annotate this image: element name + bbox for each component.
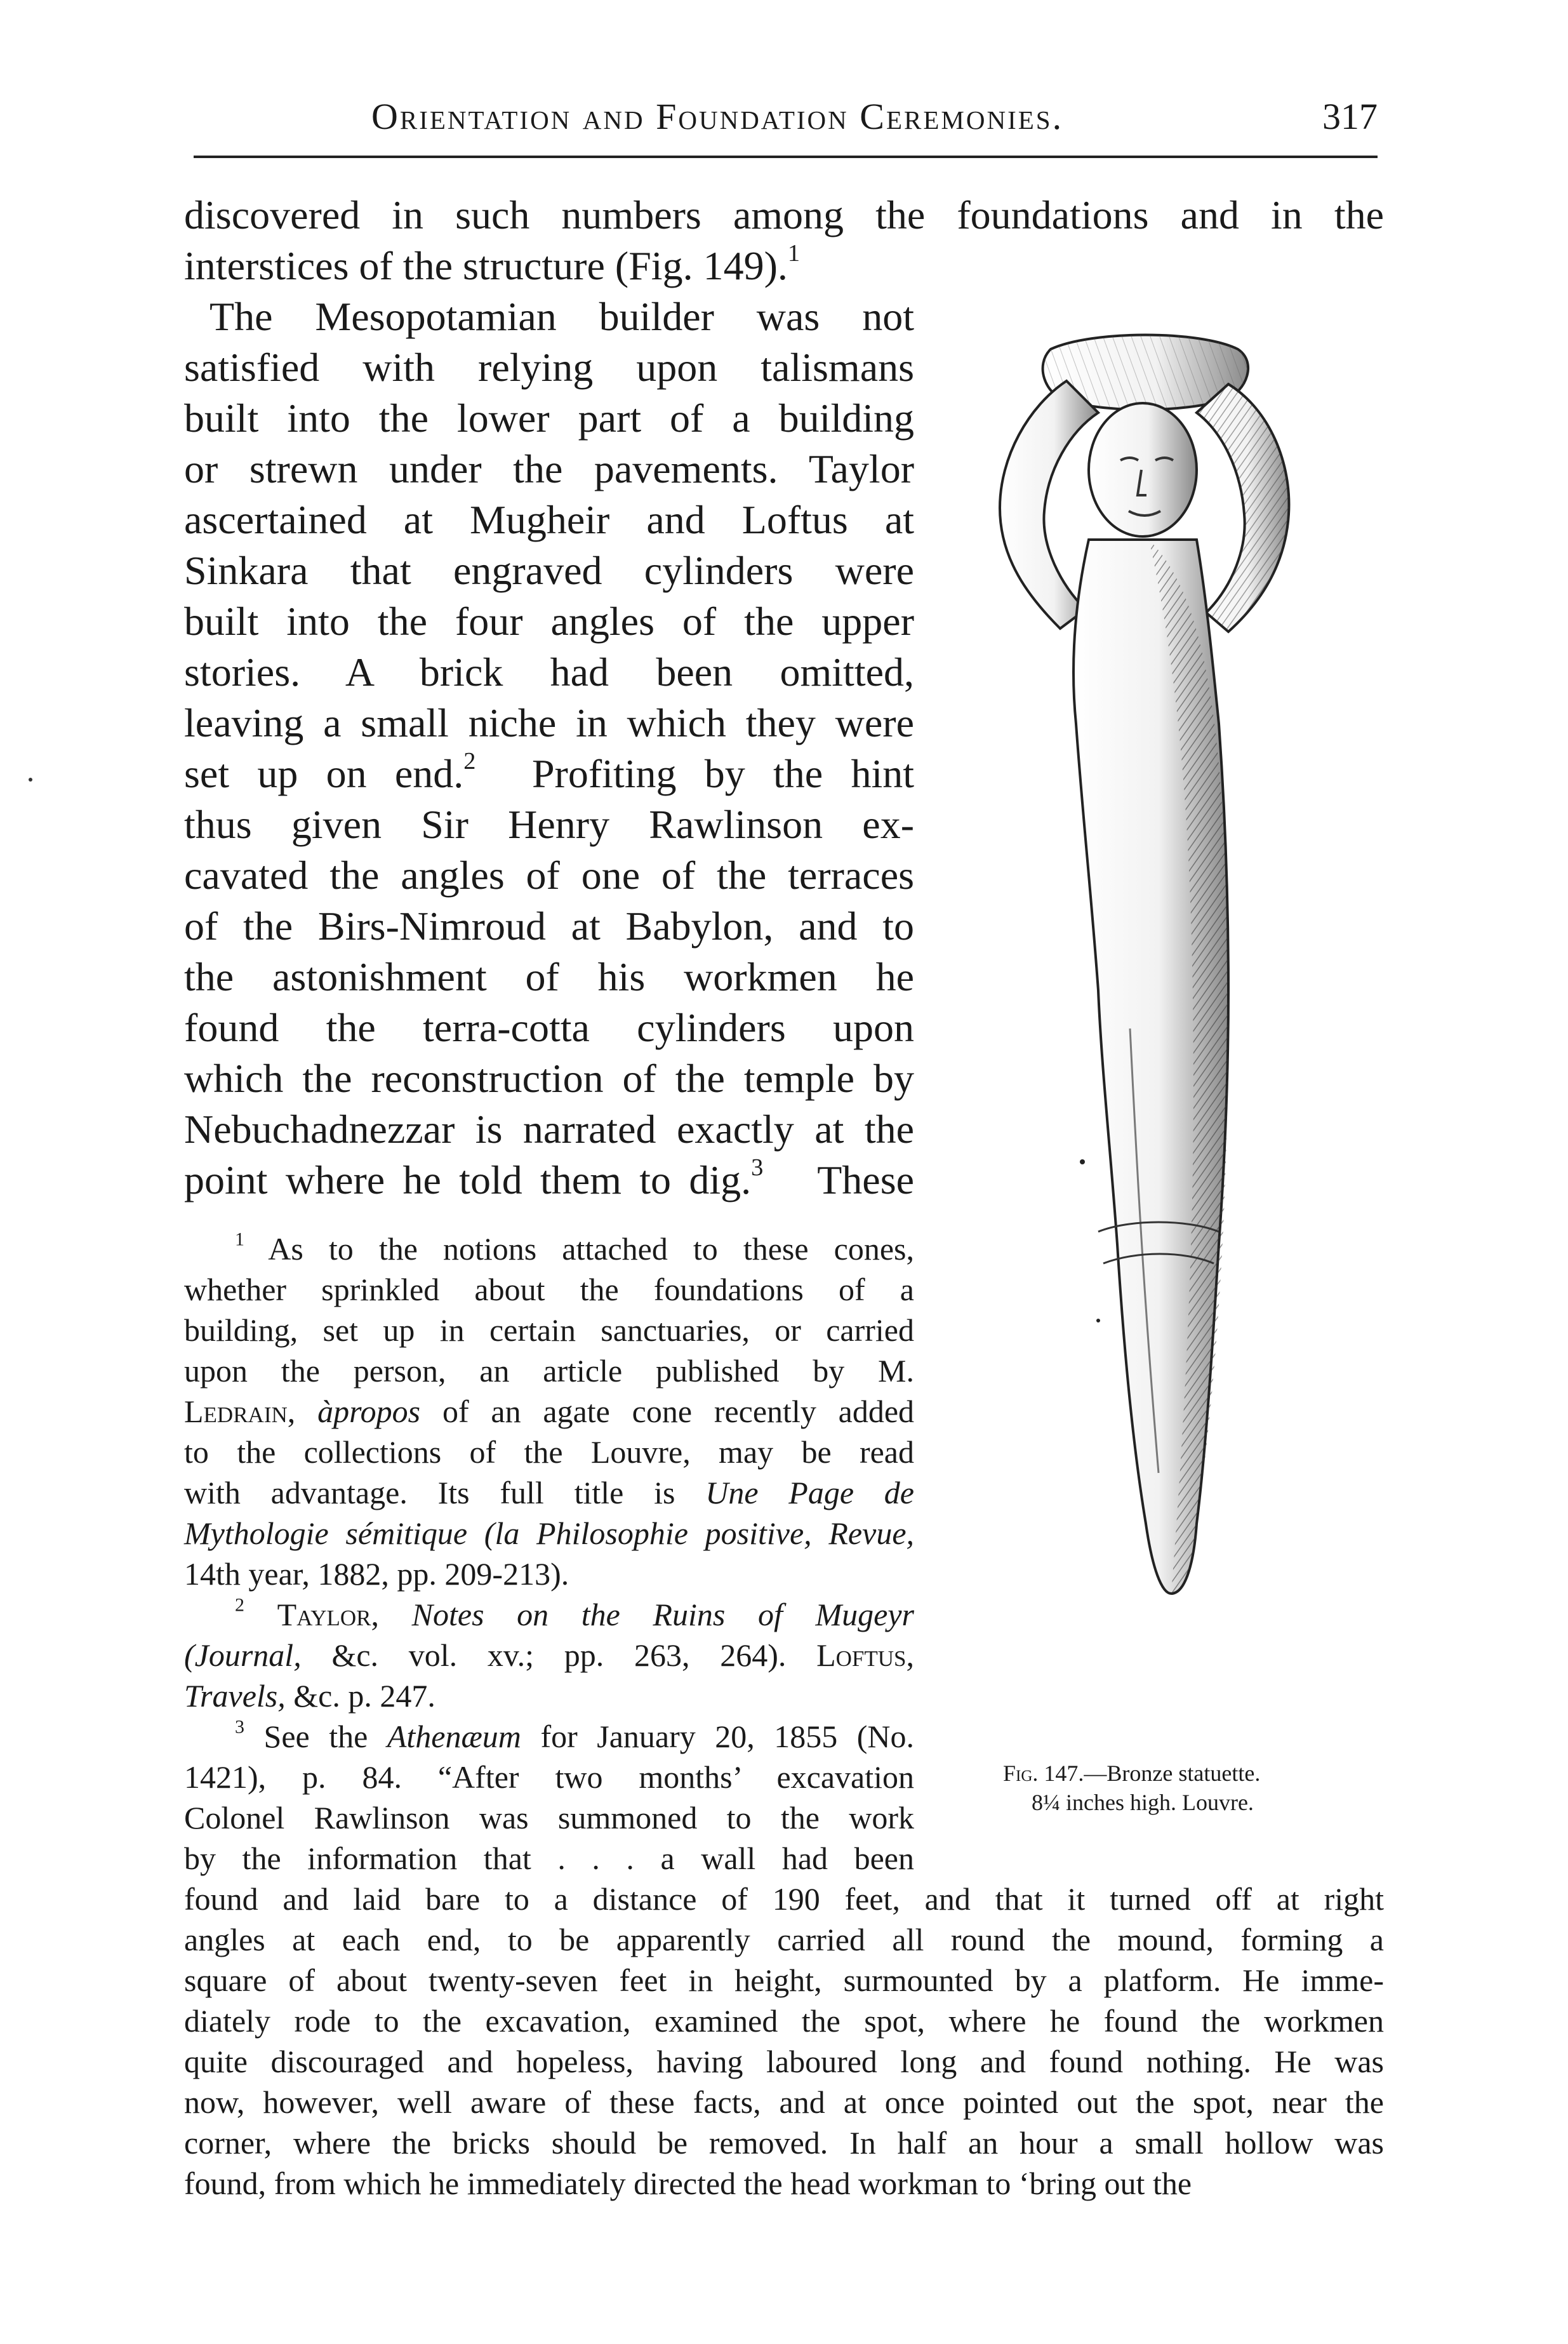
body-line: of the Birs-Nimroud at Babylon, and to [184,903,914,949]
footnote-3-line: Colonel Rawlinson was summoned to the work [184,1800,914,1835]
footnote-2-line: (Journal, &c. vol. xv.; pp. 263, 264). Loftus, [184,1637,914,1673]
footnote-ref: 2 [463,748,476,775]
body-line: ascertained at Mugheir and Loftus at [184,497,914,542]
footnote-3-line: 1421), p. 84. “After two months’ excavation [184,1759,914,1795]
figure-caption-line-2: 8¼ inches high. Louvre. [1032,1790,1254,1815]
running-header [340,95,1378,146]
footnote-1-line: Mythologie sémitique (la Philosophie positive, Revue, [184,1515,915,1551]
bronze-statuette-illustration [940,330,1397,1727]
body-line: discovered in such numbers among the foundations and in the [184,192,1384,237]
footnote-3-line: quite discouraged and hopeless, having laboured long and found nothing. He was [184,2044,1384,2079]
scan-speck [29,778,32,782]
figure-caption-line-1: Fig. 147.—Bronze statuette. [1003,1761,1261,1786]
body-line: satisfied with relying upon talismans [184,345,914,390]
footnote-3-line: found and laid bare to a distance of 190 feet, and that it turned off at right [184,1881,1384,1917]
footnote-2-line: Travels, &c. p. 247. [184,1678,435,1714]
footnote-3-line: now, however, well aware of these facts, and at once pointed out the spot, near the [184,2084,1384,2120]
footnote-ref: 1 [787,240,801,267]
footnote-3-line: corner, where the bricks should be removed. In half an hour a small hollow was [184,2125,1384,2161]
footnote-3-line: found, from which he immediately directed the head workman to ‘bring out the [184,2166,1192,2201]
body-line: which the reconstruction of the temple by [184,1056,914,1101]
body-line: set up on end.$^2$ Profiting by the hint [184,748,915,796]
footnote-ref: 3 [751,1154,764,1182]
body-line: built into the lower part of a building [184,396,914,441]
footnote-3-line: diately rode to the excavation, examined the spot, where he found the workmen [184,2003,1384,2039]
page-number: 317 [1322,96,1378,137]
body-line: or strewn under the pavements. Taylor [184,446,914,491]
body-line: The Mesopotamian builder was not [209,294,914,339]
footnote-3-line: square of about twenty-seven feet in height, surmounted by a platform. He imme- [184,1962,1384,1998]
body-line: found the terra-cotta cylinders upon [184,1005,914,1050]
footnote-1-line: Ledrain, àpropos of an agate cone recently added [184,1394,915,1429]
footnote-2-line: $^2$ Taylor, Notes on the Ruins of Mugeyr [235,1594,914,1632]
body-line: interstices of the structure (Fig. 149).$^1$ [184,240,801,288]
footnote-1-line: upon the person, an article published by M. [184,1353,914,1388]
body-line: the astonishment of his workmen he [184,954,914,999]
body-line: thus given Sir Henry Rawlinson ex- [184,802,914,847]
footnote-1-line: building, set up in certain sanctuaries, or carried [184,1312,914,1348]
body-line: leaving a small niche in which they were [184,700,914,745]
body-line: Nebuchadnezzar is narrated exactly at the [184,1107,914,1152]
footnote-1-line: 14th year, 1882, pp. 209-213). [184,1556,569,1592]
body-line: Sinkara that engraved cylinders were [184,548,914,593]
body-line: built into the four angles of the upper [184,599,914,644]
footnote-3-line: $^3$ See the Athenæum for January 20, 1855 (No. [235,1716,915,1754]
body-line: stories. A brick had been omitted, [184,649,914,695]
footnote-1-line: whether sprinkled about the foundations of a [184,1272,914,1307]
footnote-1-line: $^1$ As to the notions attached to these cones, [235,1229,914,1267]
body-line: cavated the angles of one of the terraces [184,853,914,898]
footnote-3-line: angles at each end, to be apparently carried all round the mound, forming a [184,1922,1384,1957]
header-rule [194,156,1378,158]
footnote-1-line: to the collections of the Louvre, may be read [184,1434,914,1470]
footnote-3-line: by the information that . . . a wall had been [184,1841,914,1876]
header-title: Orientation and Foundation Ceremonies. [371,96,1064,137]
footnote-1-line: with advantage. Its full title is Une Page de [184,1475,915,1510]
body-line: point where he told them to dig.$^3$ These [184,1154,915,1202]
